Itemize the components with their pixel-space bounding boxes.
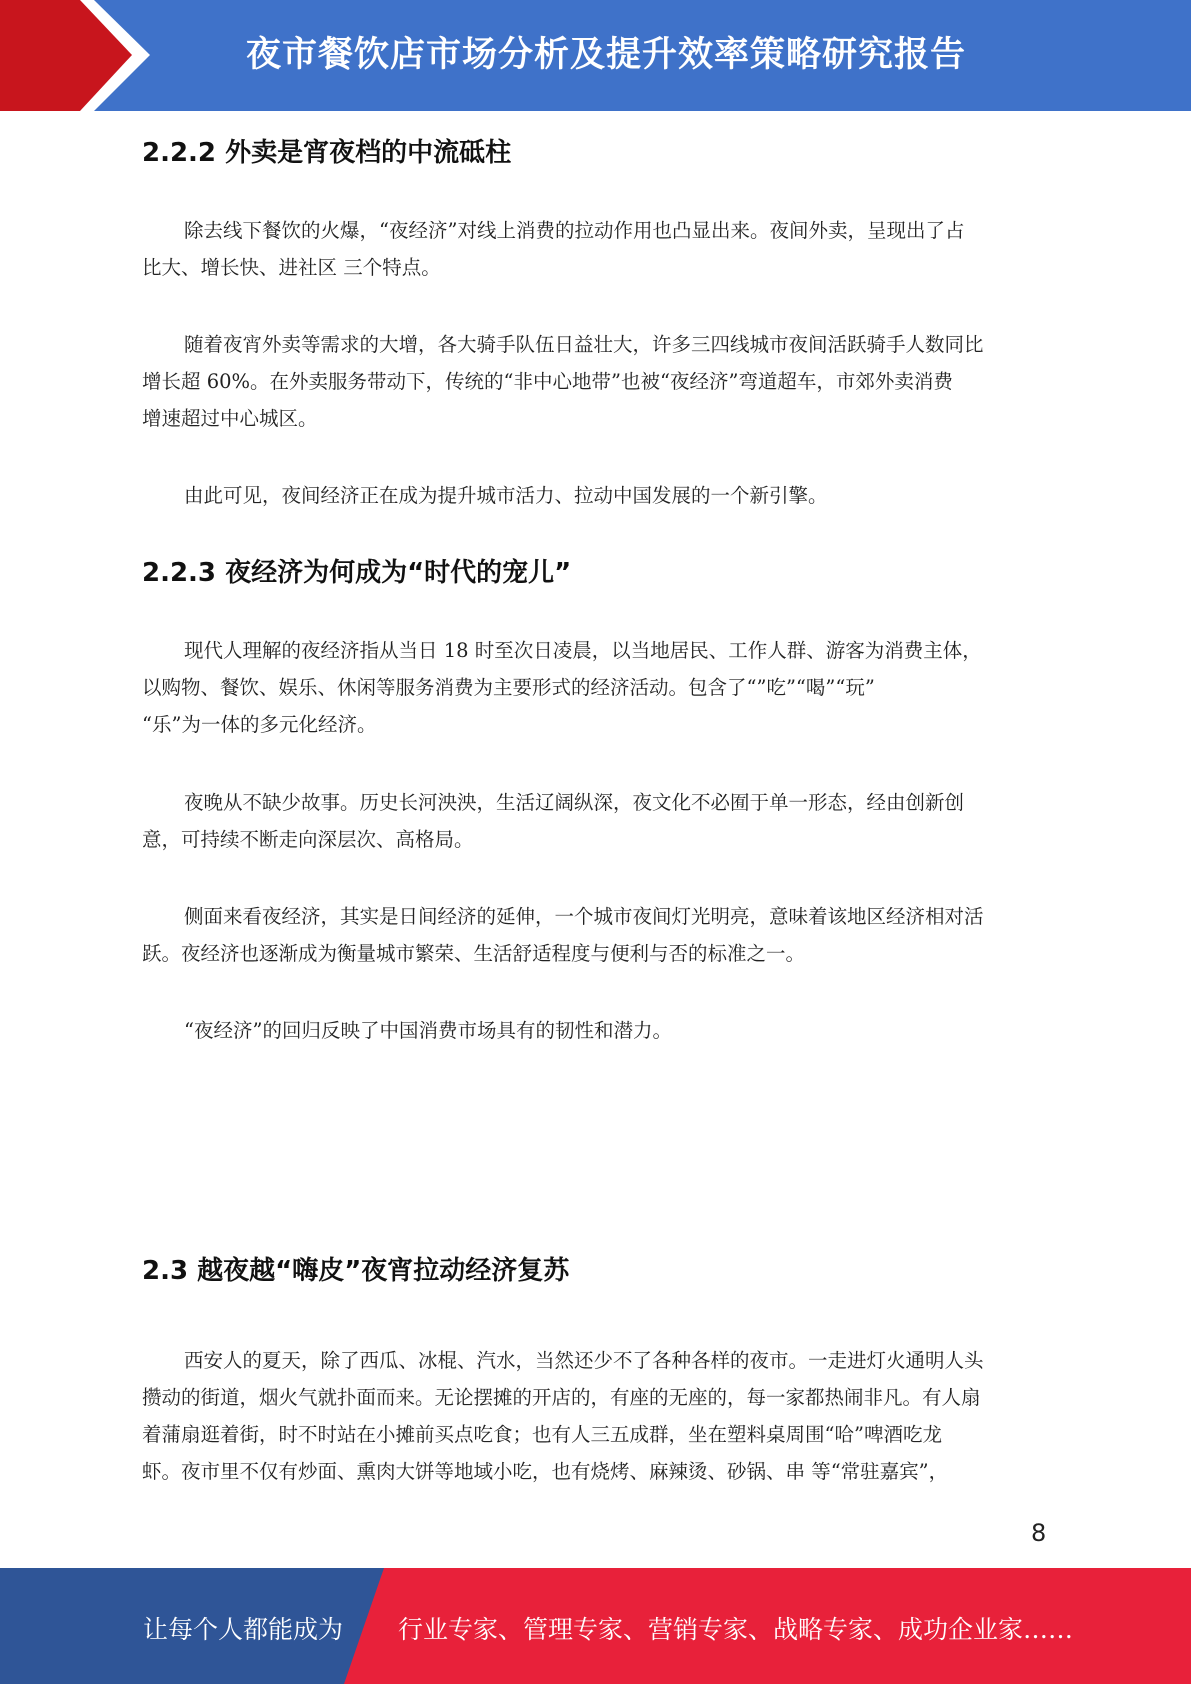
page-number: 8 bbox=[1031, 1519, 1047, 1547]
footer-slogan-left: 让每个人都能成为 bbox=[143, 1615, 344, 1644]
section-heading-2-3: 2.3 越夜越“嗨皮”夜宵拉动经济复苏 bbox=[142, 1256, 570, 1286]
paragraph-line: 比大、增长快、进社区 三个特点。 bbox=[142, 256, 441, 279]
header-arrow-decoration bbox=[0, 0, 150, 111]
paragraph-line: 现代人理解的夜经济指从当日 18 时至次日凌晨，以当地居民、工作人群、游客为消费主体， bbox=[184, 639, 982, 662]
paragraph bbox=[142, 1012, 1047, 1049]
page-header bbox=[0, 0, 1191, 111]
paragraph-line: 跃。夜经济也逐渐成为衡量城市繁荣、生活舒适程度与便利与否的标准之一。 bbox=[142, 942, 806, 965]
footer-slogan-right: 行业专家、管理专家、营销专家、战略专家、成功企业家…… bbox=[398, 1615, 1074, 1644]
paragraph-line: “乐”为一体的多元化经济。 bbox=[142, 713, 377, 736]
page-footer bbox=[0, 1568, 1191, 1684]
paragraph-line: 意，可持续不断走向深层次、高格局。 bbox=[142, 828, 474, 851]
paragraph bbox=[142, 632, 1047, 743]
paragraph bbox=[142, 898, 1047, 972]
paragraph bbox=[142, 1342, 1047, 1490]
paragraph-line: 增速超过中心城区。 bbox=[142, 407, 318, 430]
section-heading-2-2-2: 2.2.2 外卖是宵夜档的中流砥柱 bbox=[142, 138, 512, 168]
paragraph bbox=[142, 477, 1047, 514]
paragraph-line: 夜晚从不缺少故事。历史长河泱泱，生活辽阔纵深，夜文化不必囿于单一形态，经由创新创 bbox=[184, 791, 965, 814]
report-title: 夜市餐饮店市场分析及提升效率策略研究报告 bbox=[246, 35, 967, 75]
paragraph bbox=[142, 326, 1047, 437]
paragraph-line: 攒动的街道，烟火气就扑面而来。无论摆摊的开店的，有座的无座的，每一家都热闹非凡。有人扇 bbox=[142, 1386, 981, 1409]
paragraph-line: 西安人的夏天，除了西瓜、冰棍、汽水，当然还少不了各种各样的夜市。一走进灯火通明人头 bbox=[184, 1349, 984, 1372]
paragraph-line: 随着夜宵外卖等需求的大增，各大骑手队伍日益壮大，许多三四线城市夜间活跃骑手人数同比 bbox=[184, 333, 984, 356]
paragraph-line: 除去线下餐饮的火爆，“夜经济”对线上消费的拉动作用也凸显出来。夜间外卖，呈现出了占 bbox=[184, 219, 965, 242]
paragraph bbox=[142, 212, 1047, 286]
paragraph bbox=[142, 784, 1047, 858]
paragraph-line: 增长超 60%。在外卖服务带动下，传统的“非中心地带”也被“夜经济”弯道超车，市郊外卖消费 bbox=[142, 370, 953, 393]
paragraph-line: 以购物、餐饮、娱乐、休闲等服务消费为主要形式的经济活动。包含了“”吃”“喝”“玩” bbox=[142, 676, 875, 699]
paragraph-line: 由此可见，夜间经济正在成为提升城市活力、拉动中国发展的一个新引擎。 bbox=[184, 484, 828, 507]
paragraph-line: 侧面来看夜经济，其实是日间经济的延伸，一个城市夜间灯光明亮，意味着该地区经济相对活 bbox=[184, 905, 984, 928]
section-heading-2-2-3: 2.2.3 夜经济为何成为“时代的宠儿” bbox=[142, 558, 572, 588]
paragraph-line: 虾。夜市里不仅有炒面、熏肉大饼等地域小吃，也有烧烤、麻辣烫、砂锅、串 等“常驻嘉宾”， bbox=[142, 1460, 949, 1483]
paragraph-line: “夜经济”的回归反映了中国消费市场具有的韧性和潜力。 bbox=[184, 1019, 672, 1042]
paragraph-line: 着蒲扇逛着街，时不时站在小摊前买点吃食；也有人三五成群，坐在塑料桌周围“哈”啤酒吃龙 bbox=[142, 1423, 942, 1446]
